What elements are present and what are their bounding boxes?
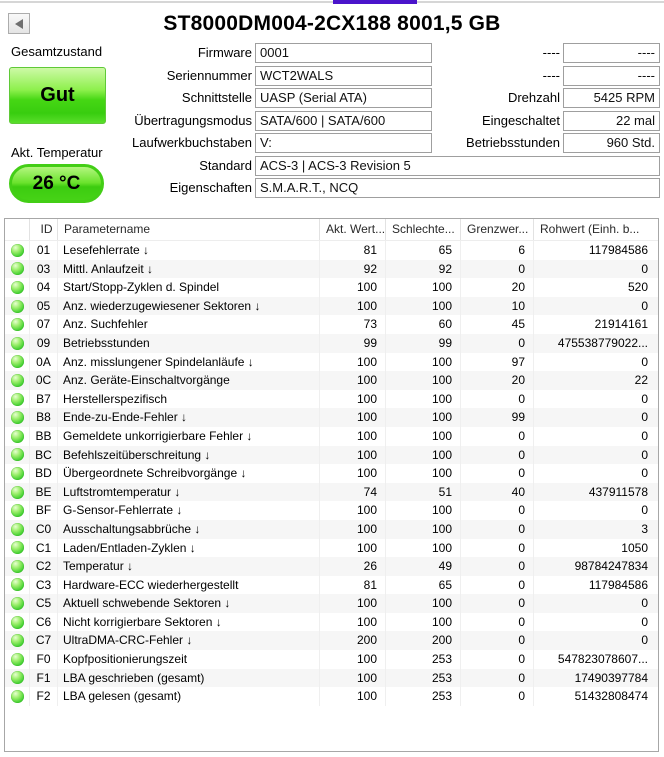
raw-value-cell: 1050 [621,540,648,555]
parameter-name-cell: Anz. Geräte-Einschaltvorgänge [58,371,320,390]
worst-value-cell: 253 [386,669,461,688]
power-on-hours-field: 960 Std. [563,133,660,153]
worst-value-cell: 99 [386,334,461,353]
current-value-cell: 81 [320,576,386,595]
table-row[interactable] [5,427,658,446]
threshold-cell: 0 [461,557,534,576]
attribute-id-cell: F1 [30,669,58,688]
temperature-label: Akt. Temperatur [11,145,103,160]
health-status-button[interactable] [9,67,106,124]
health-ok-icon [11,244,24,257]
current-value-cell: 73 [320,315,386,334]
column-header[interactable]: Rohwert (Einh. b... [540,222,640,236]
interface-field: UASP (Serial ATA) [255,88,432,108]
threshold-cell: 40 [461,483,534,502]
parameter-name-cell: LBA gelesen (gesamt) [58,687,320,706]
worst-value-cell: 100 [386,446,461,465]
attribute-id-cell: BD [30,464,58,483]
table-row[interactable] [5,557,658,576]
attribute-id-cell: 07 [30,315,58,334]
worst-value-cell: 51 [386,483,461,502]
parameter-name-cell: Mittl. Anlaufzeit ↓ [58,260,320,279]
current-value-cell: 100 [320,371,386,390]
table-row[interactable] [5,446,658,465]
current-value-cell: 100 [320,669,386,688]
health-status-label: Gesamtzustand [11,44,103,59]
worst-value-cell: 100 [386,297,461,316]
table-row[interactable] [5,669,658,688]
attribute-id-cell: C1 [30,539,58,558]
smart-table-body [5,241,658,706]
attribute-id-cell: BC [30,446,58,465]
parameter-name-cell: Laden/Entladen-Zyklen ↓ [58,539,320,558]
standard-label: Standard [199,158,252,173]
raw-value-cell: 0 [641,428,648,443]
table-row[interactable] [5,260,658,279]
status-cell [5,650,30,669]
status-cell [5,278,30,297]
attribute-id-cell: 09 [30,334,58,353]
attribute-id-cell: C7 [30,631,58,650]
health-ok-icon [11,597,24,610]
table-row[interactable] [5,334,658,353]
firmware-field: 0001 [255,43,432,63]
temperature-value: 26 °C [32,172,81,194]
threshold-cell: 97 [461,353,534,372]
raw-value-cell: 547823078607... [557,652,648,667]
health-ok-icon [11,448,24,461]
threshold-cell: 0 [461,464,534,483]
raw-value-cell: 0 [641,410,648,425]
table-row[interactable] [5,371,658,390]
status-cell [5,353,30,372]
attribute-id-cell: B7 [30,390,58,409]
health-ok-icon [11,616,24,629]
worst-value-cell: 60 [386,315,461,334]
table-row[interactable] [5,501,658,520]
status-cell [5,520,30,539]
table-row[interactable] [5,594,658,613]
column-header[interactable]: Parametername [58,219,320,240]
threshold-cell: 0 [461,520,534,539]
raw-value-cell: 0 [641,503,648,518]
health-ok-icon [11,634,24,647]
temperature-button[interactable] [9,164,104,203]
health-status-value: Gut [40,84,75,106]
serial-number-label: Seriennummer [166,68,252,83]
worst-value-cell: 100 [386,427,461,446]
current-value-cell: 100 [320,687,386,706]
status-cell [5,297,30,316]
table-row[interactable] [5,539,658,558]
attribute-id-cell: 04 [30,278,58,297]
threshold-cell: 0 [461,613,534,632]
status-cell [5,260,30,279]
power-on-count-label: Eingeschaltet [481,113,560,128]
top-accent-line [333,0,417,4]
raw-value-cell: 117984586 [588,243,648,257]
current-value-cell: 100 [320,501,386,520]
worst-value-cell: 100 [386,390,461,409]
table-row[interactable] [5,353,658,372]
raw-value-cell: 98784247834 [574,559,648,574]
threshold-cell: 0 [461,427,534,446]
unknown-field-label: ---- [542,45,560,60]
attribute-id-cell: BB [30,427,58,446]
table-row[interactable] [5,613,658,632]
worst-value-cell: 100 [386,353,461,372]
worst-value-cell: 100 [386,278,461,297]
status-cell [5,408,30,427]
smart-table-header [5,219,658,241]
health-ok-icon [11,523,24,536]
current-value-cell: 100 [320,594,386,613]
worst-value-cell: 200 [386,631,461,650]
raw-value-cell: 22 [634,373,648,388]
current-value-cell: 100 [320,297,386,316]
raw-value-cell: 3 [641,521,648,536]
attribute-id-cell: 0A [30,353,58,372]
threshold-cell: 0 [461,334,534,353]
health-ok-icon [11,262,24,275]
status-cell [5,334,30,353]
threshold-cell: 0 [461,631,534,650]
current-value-cell: 100 [320,650,386,669]
threshold-cell: 20 [461,371,534,390]
parameter-name-cell: Aktuell schwebende Sektoren ↓ [58,594,320,613]
raw-value-cell: 475538779022... [557,335,648,350]
threshold-cell: 0 [461,260,534,279]
status-cell [5,501,30,520]
rotation-rate-field: 5425 RPM [563,88,660,108]
firmware-label: Firmware [197,45,252,60]
parameter-name-cell: Anz. Suchfehler [58,315,320,334]
threshold-cell: 0 [461,446,534,465]
health-ok-icon [11,393,24,406]
worst-value-cell: 100 [386,594,461,613]
raw-value-cell: 17490397784 [574,670,648,685]
status-cell [5,446,30,465]
table-row[interactable] [5,650,658,669]
health-ok-icon [11,281,24,294]
threshold-cell: 0 [461,539,534,558]
status-cell [5,557,30,576]
table-row[interactable] [5,631,658,650]
status-cell [5,539,30,558]
current-value-cell: 100 [320,427,386,446]
current-value-cell: 74 [320,483,386,502]
threshold-cell: 99 [461,408,534,427]
power-on-count-field: 22 mal [563,111,660,131]
current-value-cell: 100 [320,613,386,632]
attribute-id-cell: 03 [30,260,58,279]
table-row[interactable] [5,576,658,595]
drive-letter-field: V: [255,133,432,153]
threshold-cell: 0 [461,576,534,595]
attribute-id-cell: C3 [30,576,58,595]
current-value-cell: 100 [320,353,386,372]
current-value-cell: 26 [320,557,386,576]
status-cell [5,613,30,632]
raw-value-cell: 117984586 [588,577,648,592]
current-value-cell: 100 [320,446,386,465]
threshold-cell: 0 [461,501,534,520]
drive-title: ST8000DM004-2CX188 8001,5 GB [163,12,501,35]
current-value-cell: 100 [320,520,386,539]
unknown-field-label: ---- [542,68,560,83]
serial-number-field: WCT2WALS [255,66,432,86]
worst-value-cell: 49 [386,557,461,576]
power-on-hours-label: Betriebsstunden [466,135,560,150]
health-ok-icon [11,374,24,387]
worst-value-cell: 100 [386,613,461,632]
raw-value-cell: 520 [627,280,648,295]
health-ok-icon [11,671,24,684]
table-row[interactable] [5,315,658,334]
column-header[interactable]: Akt. Wert... [320,219,386,240]
attribute-id-cell: 0C [30,371,58,390]
current-value-cell: 92 [320,260,386,279]
attribute-id-cell: BF [30,501,58,520]
health-ok-icon [11,467,24,480]
health-ok-icon [11,486,24,499]
features-label: Eigenschaften [169,180,252,195]
parameter-name-cell: G-Sensor-Fehlerrate ↓ [58,501,320,520]
current-value-cell: 200 [320,631,386,650]
worst-value-cell: 100 [386,501,461,520]
raw-value-cell: 0 [641,466,648,481]
threshold-cell: 0 [461,650,534,669]
parameter-name-cell: Kopfpositionierungszeit [58,650,320,669]
parameter-name-cell: Ausschaltungsabbrüche ↓ [58,520,320,539]
current-value-cell: 81 [320,241,386,260]
status-cell [5,576,30,595]
attribute-id-cell: F2 [30,687,58,706]
threshold-cell: 45 [461,315,534,334]
attribute-id-cell: 05 [30,297,58,316]
unknown-field: ---- [563,66,660,86]
status-cell [5,371,30,390]
table-row[interactable] [5,297,658,316]
threshold-cell: 0 [461,687,534,706]
raw-value-cell: 0 [641,261,648,276]
attribute-id-cell: F0 [30,650,58,669]
parameter-name-cell: Betriebsstunden [58,334,320,353]
current-value-cell: 99 [320,334,386,353]
parameter-name-cell: Nicht korrigierbare Sektoren ↓ [58,613,320,632]
health-ok-icon [11,318,24,331]
current-value-cell: 100 [320,390,386,409]
interface-label: Schnittstelle [181,90,252,105]
parameter-name-cell: Start/Stopp-Zyklen d. Spindel [58,278,320,297]
health-ok-icon [11,690,24,703]
parameter-name-cell: Übergeordnete Schreibvorgänge ↓ [58,464,320,483]
worst-value-cell: 65 [386,576,461,595]
table-row[interactable] [5,687,658,706]
status-cell [5,390,30,409]
health-ok-icon [11,578,24,591]
health-ok-icon [11,337,24,350]
parameter-name-cell: Hardware-ECC wiederhergestellt [58,576,320,595]
transfer-mode-field: SATA/600 | SATA/600 [255,111,432,131]
column-header[interactable]: Schlechte... [386,219,461,240]
status-cell [5,464,30,483]
health-ok-icon [11,504,24,517]
window-top-divider [0,1,664,3]
raw-value-cell: 0 [641,614,648,629]
raw-value-cell: 0 [641,447,648,462]
unknown-field: ---- [563,43,660,63]
raw-value-cell: 51432808474 [574,689,648,704]
attribute-id-cell: C2 [30,557,58,576]
parameter-name-cell: Ende-zu-Ende-Fehler ↓ [58,408,320,427]
parameter-name-cell: UltraDMA-CRC-Fehler ↓ [58,631,320,650]
worst-value-cell: 100 [386,408,461,427]
table-row[interactable] [5,520,658,539]
raw-value-cell: 21914161 [594,317,648,332]
parameter-name-cell: Anz. wiederzugewiesener Sektoren ↓ [58,297,320,316]
status-cell [5,631,30,650]
health-ok-icon [11,300,24,313]
threshold-cell: 0 [461,594,534,613]
table-row[interactable] [5,464,658,483]
raw-value-cell: 0 [641,633,648,648]
status-cell [5,315,30,334]
parameter-name-cell: Gemeldete unkorrigierbare Fehler ↓ [58,427,320,446]
status-cell [5,241,30,260]
raw-value-cell: 0 [641,391,648,406]
attribute-id-cell: C0 [30,520,58,539]
rotation-rate-label: Drehzahl [507,90,560,105]
threshold-cell: 6 [461,241,534,260]
features-field: S.M.A.R.T., NCQ [255,178,660,198]
status-cell [5,687,30,706]
parameter-name-cell: Temperatur ↓ [58,557,320,576]
table-row[interactable] [5,408,658,427]
raw-value-cell: 0 [641,354,648,369]
transfer-mode-label: Übertragungsmodus [134,113,252,128]
worst-value-cell: 65 [386,241,461,260]
current-value-cell: 100 [320,278,386,297]
column-header[interactable] [5,219,30,240]
table-row[interactable] [5,278,658,297]
parameter-name-cell: Luftstromtemperatur ↓ [58,483,320,502]
health-ok-icon [11,560,24,573]
table-row[interactable] [5,390,658,409]
attribute-id-cell: C5 [30,594,58,613]
health-ok-icon [11,653,24,666]
standard-field: ACS-3 | ACS-3 Revision 5 [255,156,660,176]
column-header[interactable]: Grenzwer... [461,219,534,240]
health-ok-icon [11,411,24,424]
health-ok-icon [11,430,24,443]
raw-value-cell: 0 [641,298,648,313]
current-value-cell: 100 [320,539,386,558]
status-cell [5,483,30,502]
threshold-cell: 10 [461,297,534,316]
raw-value-cell: 0 [641,596,648,611]
smart-attribute-table [4,218,659,752]
attribute-id-cell: B8 [30,408,58,427]
column-header[interactable]: ID [30,219,58,240]
drive-letter-label: Laufwerkbuchstaben [132,135,252,150]
attribute-id-cell: 01 [30,241,58,260]
worst-value-cell: 253 [386,687,461,706]
raw-value-cell: 437911578 [588,484,648,499]
health-ok-icon [11,355,24,368]
worst-value-cell: 100 [386,464,461,483]
table-row[interactable] [5,483,658,502]
parameter-name-cell: Lesefehlerrate ↓ [58,241,320,260]
status-cell [5,427,30,446]
worst-value-cell: 100 [386,539,461,558]
current-value-cell: 100 [320,408,386,427]
parameter-name-cell: Anz. misslungener Spindelanläufe ↓ [58,353,320,372]
worst-value-cell: 100 [386,520,461,539]
worst-value-cell: 100 [386,371,461,390]
attribute-id-cell: C6 [30,613,58,632]
parameter-name-cell: Befehlszeitüberschreitung ↓ [58,446,320,465]
current-value-cell: 100 [320,464,386,483]
threshold-cell: 0 [461,669,534,688]
threshold-cell: 20 [461,278,534,297]
worst-value-cell: 253 [386,650,461,669]
status-cell [5,594,30,613]
health-ok-icon [11,541,24,554]
worst-value-cell: 92 [386,260,461,279]
status-cell [5,669,30,688]
parameter-name-cell: LBA geschrieben (gesamt) [58,669,320,688]
attribute-id-cell: BE [30,483,58,502]
threshold-cell: 0 [461,390,534,409]
table-row[interactable] [5,241,658,260]
parameter-name-cell: Herstellerspezifisch [58,390,320,409]
